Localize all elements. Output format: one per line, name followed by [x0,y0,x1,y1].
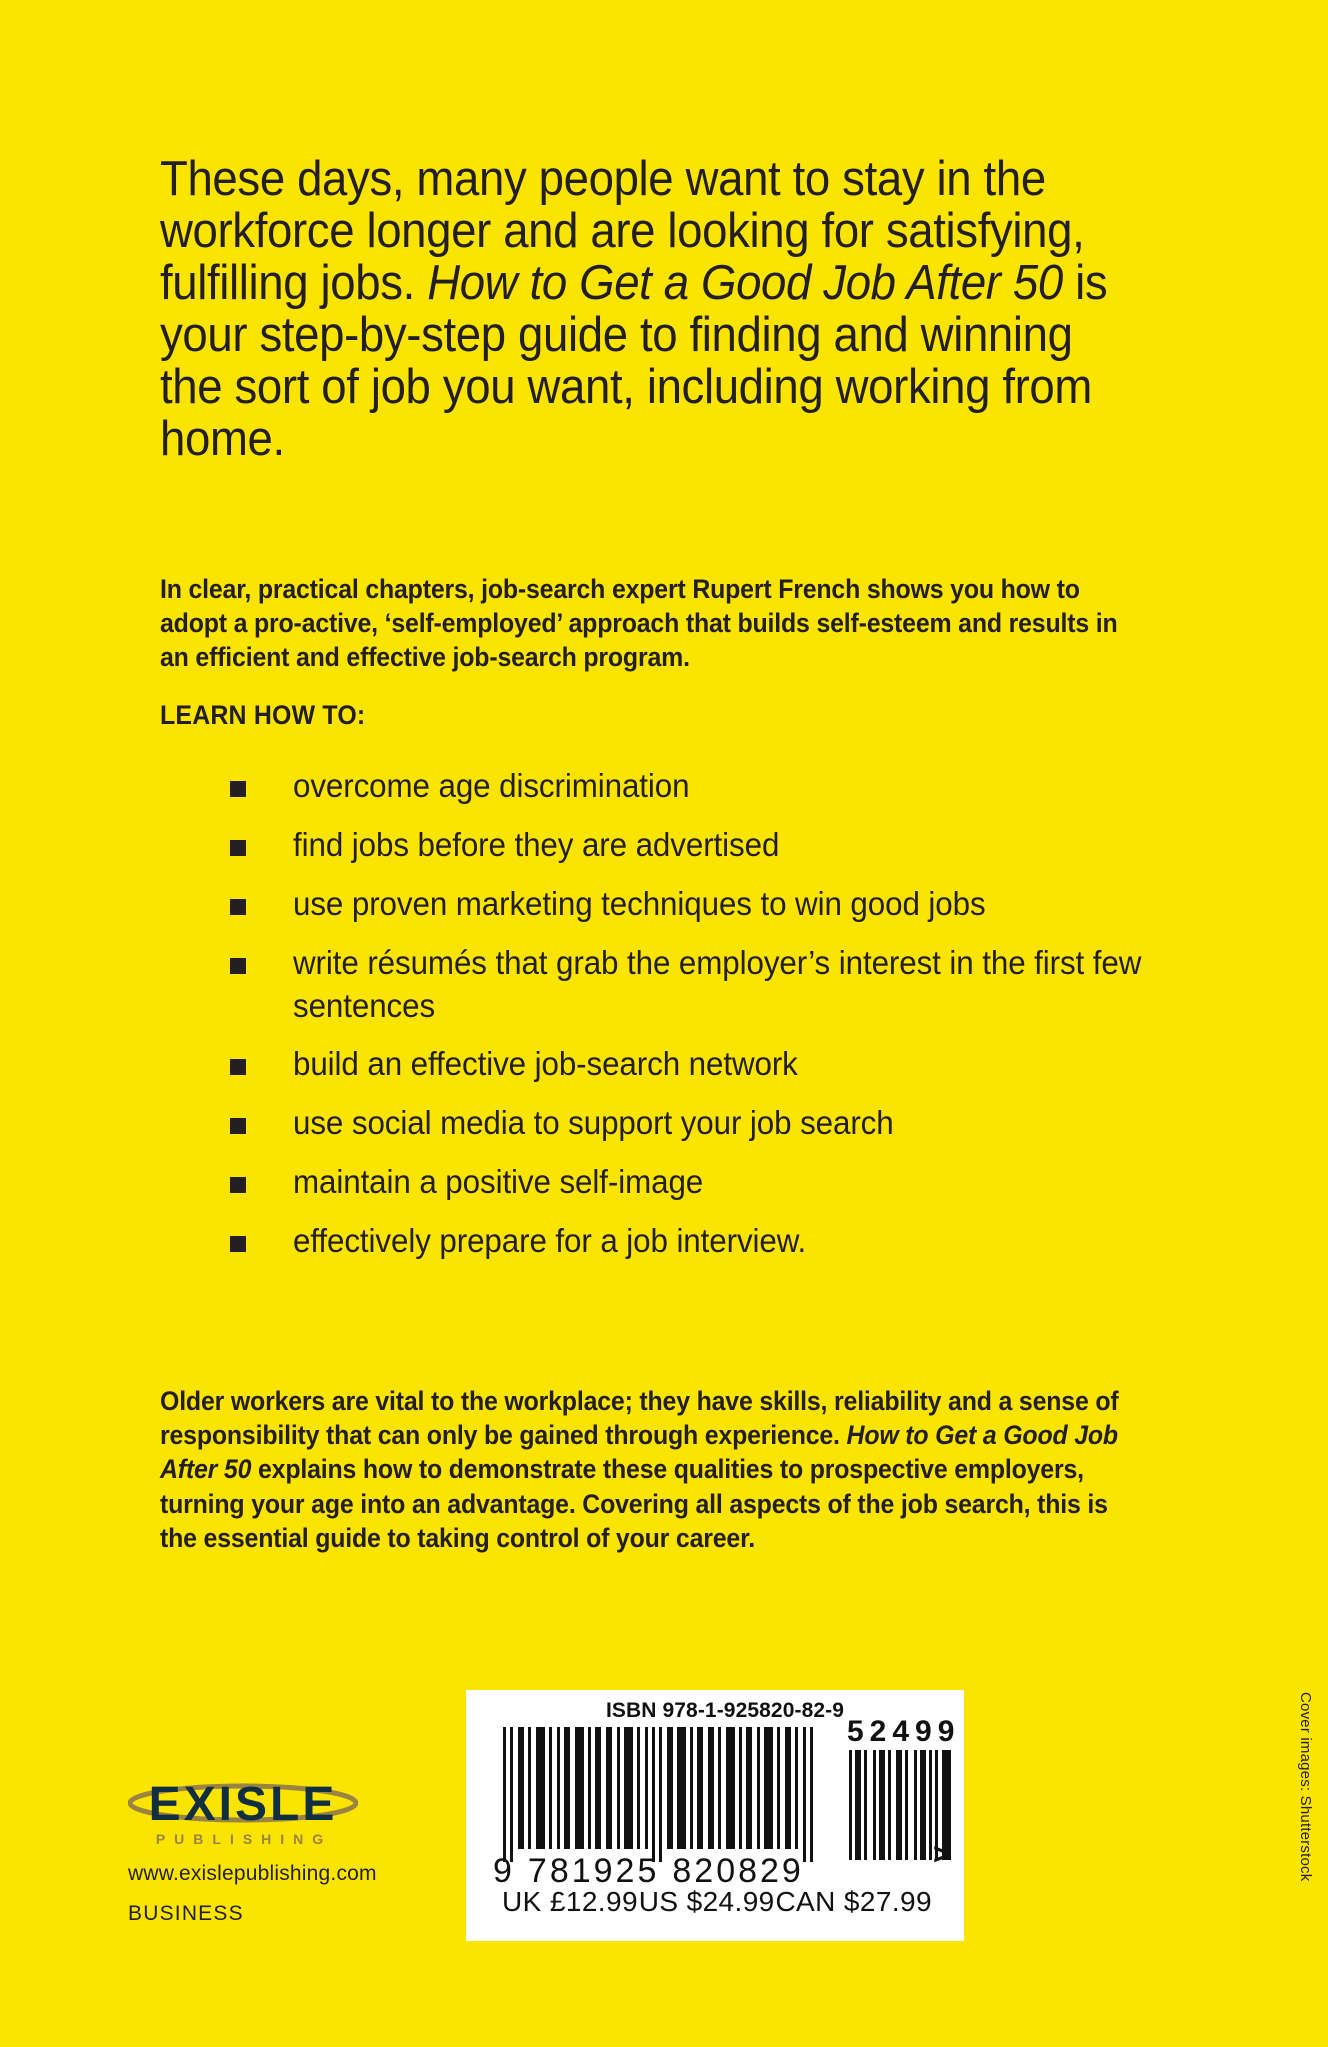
square-bullet-icon [230,899,246,915]
list-item [160,765,1200,808]
exisle-publishing-logo [128,1772,358,1850]
list-item-label: find jobs before they are advertised [293,825,780,863]
price-uk: UK £12.99 [502,1886,638,1917]
closing-book-title: How to Get a Good Job After 50 [160,1419,1118,1485]
svg-text:PUBLISHING: PUBLISHING [155,1831,333,1847]
square-bullet-icon [230,1236,246,1252]
lead-book-title: How to Get a Good Job After 50 [427,255,1063,310]
price-row [466,1886,964,1918]
barcode-arrow-icon: > [933,1838,951,1871]
list-item [160,1102,1200,1145]
publisher-website[interactable]: www.exislepublishing.com [128,1862,377,1885]
closing-part2: explains how to demonstrate these qualities to prospective employers, turning your age into an advantage. Covering all aspects of the job search, this is the essential guide to taking control of your career. [160,1454,1108,1554]
price-us: US $24.99 [638,1886,775,1917]
square-bullet-icon [230,840,246,856]
list-item [160,942,1200,1028]
list-item [160,824,1200,867]
list-item-label: use social media to support your job search [293,1104,894,1142]
square-bullet-icon [230,1118,246,1134]
isbn-label: ISBN 978-1-925820-82-9 [605,1699,844,1722]
square-bullet-icon [230,781,246,797]
ean-lead-digit: 9 [493,1852,515,1890]
ean13-barcode-icon [499,1727,824,1862]
price-can: CAN $27.99 [775,1886,932,1917]
closing-part1: Older workers are vital to the workplace; they have skills, reliability and a sense of responsibility that can only be gained through experience. [160,1385,1119,1450]
cover-image-credit: Cover images: Shutterstock [1297,1692,1314,1882]
addon-digits: 52499 [847,1715,961,1748]
svg-text:EXISLE: EXISLE [148,1778,338,1831]
lead-part1: These days, many people want to stay in the workforce longer and are looking for satisfying, fulfilling jobs. [160,152,1085,310]
lead-part2: is your step-by-step guide to finding and winning the sort of job you want, including working from home. [160,255,1108,466]
ean-left-group: 781925 [527,1852,660,1890]
barcode-panel [466,1690,964,1941]
list-item-label: maintain a positive self-image [293,1163,704,1201]
learn-how-to-heading: LEARN HOW TO: [160,700,366,730]
lead-paragraph [160,154,1146,466]
square-bullet-icon [230,1059,246,1075]
list-item-label: build an effective job-search network [293,1045,798,1083]
list-item-label: use proven marketing techniques to win good jobs [293,884,986,922]
list-item-label: write résumés that grab the employer’s interest in the first few sentences [293,943,1142,1024]
list-item [160,1043,1200,1086]
square-bullet-icon [230,958,246,974]
square-bullet-icon [230,1177,246,1193]
learn-how-to-list [160,765,1200,1279]
intro-paragraph: In clear, practical chapters, job-search expert Rupert French shows you how to adopt a pro-active, ‘self-employed’ approach that builds self-esteem and results in an efficient and effective job-search program. [160,573,1118,673]
list-item-label: overcome age discrimination [293,767,690,804]
publisher-block [128,1772,458,1926]
ean-right-group: 820829 [672,1852,804,1890]
list-item [160,1220,1200,1263]
list-item [160,1161,1200,1204]
list-item-label: effectively prepare for a job interview. [293,1222,807,1260]
list-item [160,883,1200,926]
closing-paragraph [160,1384,1128,1556]
book-category: BUSINESS [128,1902,244,1925]
